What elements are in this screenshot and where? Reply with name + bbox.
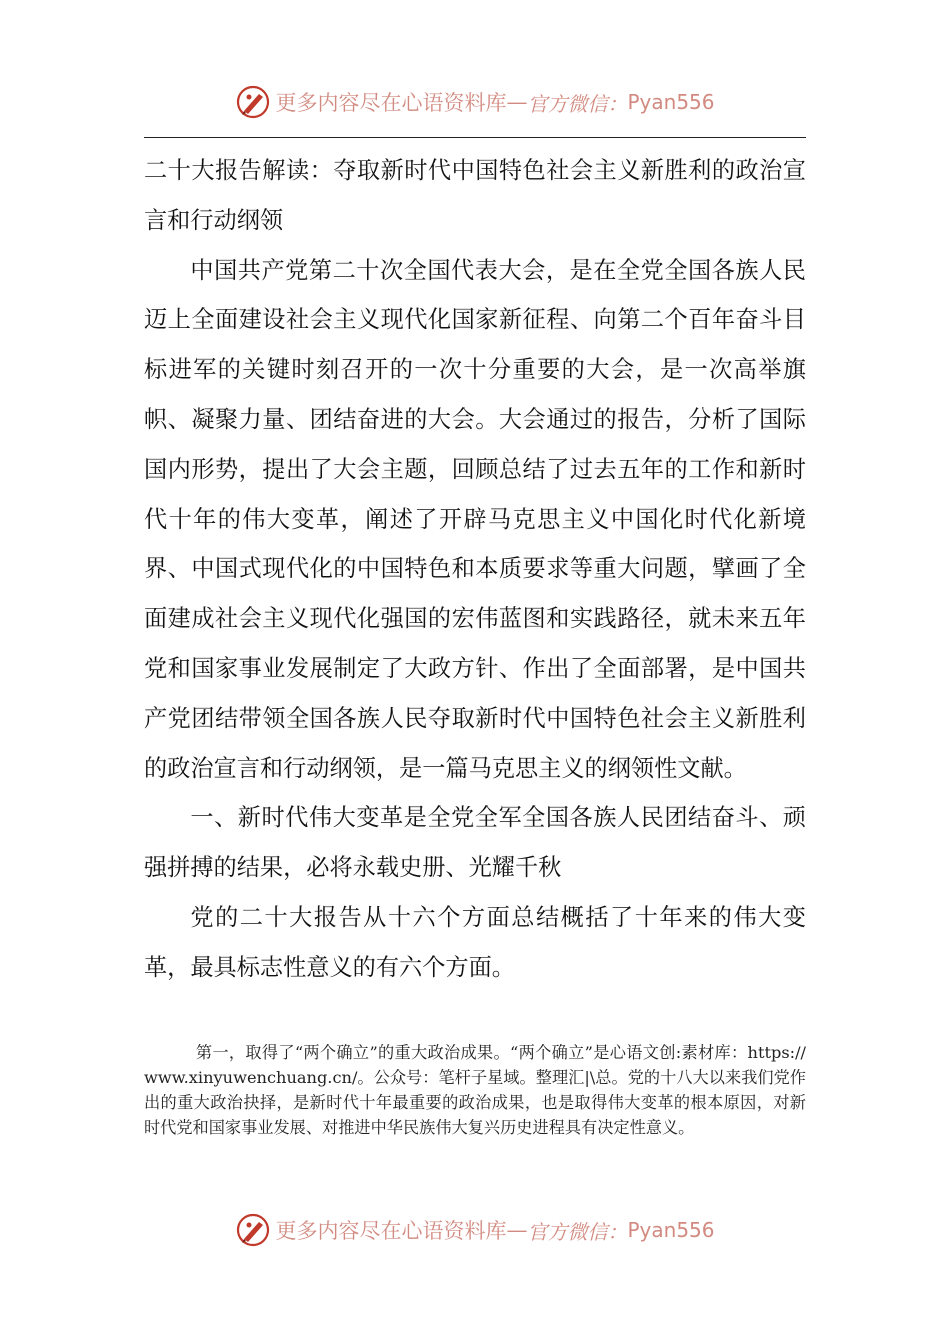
header-banner-text: 更多内容尽在心语资料库 (275, 91, 507, 115)
header-divider (144, 137, 806, 138)
paragraph-summary: 党的二十大报告从十六个方面总结概括了十年来的伟大变革，最具标志性意义的有六个方面。 (144, 903, 806, 981)
paragraph-first-point: 第一，取得了“两个确立”的重大政治成果。“两个确立”是心语文创:素材库：https://www.xinyuwenchuang.cn/。公众号：笔杆子星域。整理汇|\总。党的十八大以来我们党作出的重大政治抉择，是新时代十年最重要的政治成果，也是取得伟大变革的根本原因，对新时代党和国家事业发展、对推进中华民族伟大复兴历史进程具有决定性意义。 (144, 1043, 806, 1137)
footer-wechat-label: 官方微信： (527, 1219, 628, 1244)
header-wechat-id: Pyan556 (627, 90, 715, 114)
section-heading-1: 一、新时代伟大变革是全党全军全国各族人民团结奋斗、顽强拼搏的结果，必将永载史册、光耀千秋 (144, 804, 806, 882)
paragraph-intro: 中国共产党第二十次全国代表大会，是在全党全国各族人民迈上全面建设社会主义现代化国家新征程、向第二个百年奋斗目标进军的关键时刻召开的一次十分重要的大会，是一次高举旗帜、凝聚力量、团结奋进的大会。大会通过的报告，分析了国际国内形势，提出了大会主题，回顾总结了过去五年的工作和新时代十年的伟大变革，阐述了开辟马克思主义中国化时代化新境界、中国式现代化的中国特色和本质要求等重大问题，擘画了全面建成社会主义现代化强国的宏伟蓝图和实践路径，就未来五年党和国家事业发展制定了大政方针、作出了全面部署，是中国共产党团结带领全国各族人民夺取新时代中国特色社会主义新胜利的政治宣言和行动纲领，是一篇马克思主义的纲领性文献。 (144, 256, 806, 782)
footer-separator: — (506, 1218, 528, 1242)
footer-banner-text: 更多内容尽在心语资料库 (275, 1219, 507, 1243)
footer-banner (0, 1210, 950, 1250)
pen-logo-icon (235, 84, 271, 120)
document-title: 二十大报告解读：夺取新时代中国特色社会主义新胜利的政治宣言和行动纲领 (144, 157, 806, 234)
document-body (144, 146, 806, 993)
footer-wechat-id: Pyan556 (627, 1218, 715, 1242)
header-banner (0, 82, 950, 122)
header-wechat-label: 官方微信： (527, 91, 628, 116)
pen-logo-icon (235, 1212, 271, 1248)
header-separator: — (506, 90, 528, 114)
